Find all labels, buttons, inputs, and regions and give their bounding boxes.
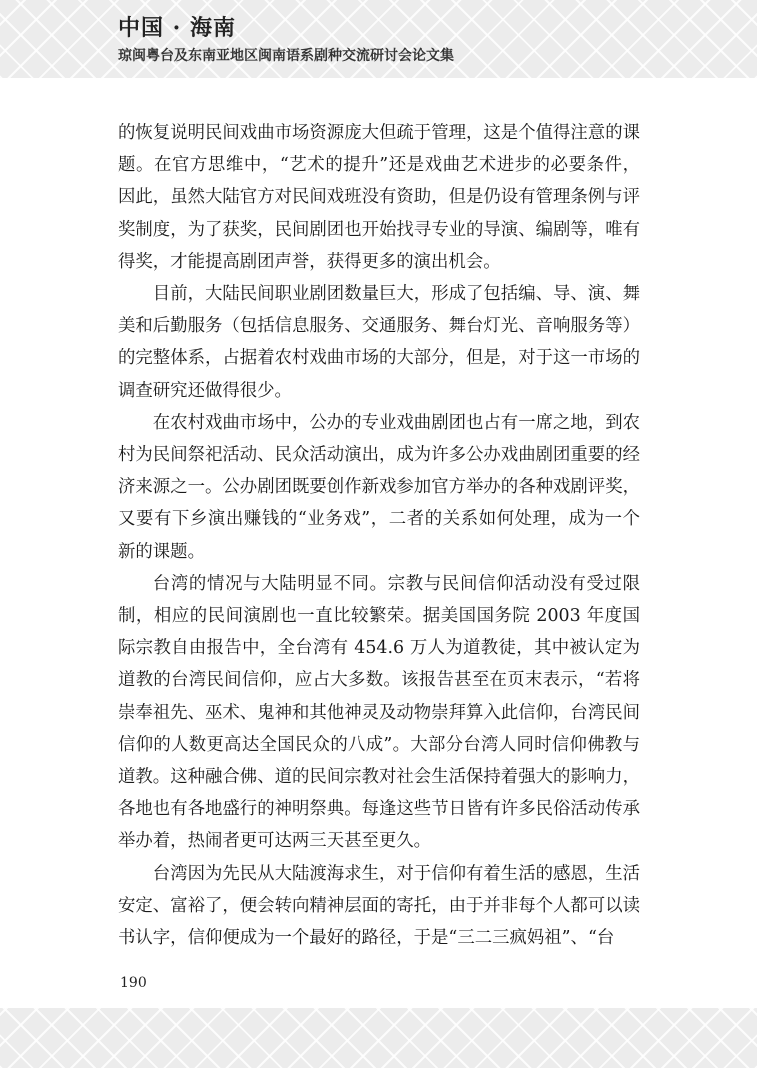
running-header [118, 14, 454, 66]
page-number: 190 [120, 975, 147, 991]
paragraph: 目前，大陆民间职业剧团数量巨大，形成了包括编、导、演、舞美和后勤服务（包括信息服务、交通服务、舞台灯光、音响服务等）的完整体系，占据着农村戏曲市场的大部分，但是，对于这一市场的调查研究还做得很少。 [118, 284, 640, 401]
body-text [118, 117, 640, 954]
paragraph-continuation: 的恢复说明民间戏曲市场资源庞大但疏于管理，这是个值得注意的课题。在官方思维中，“艺术的提升”还是戏曲艺术进步的必要条件，因此，虽然大陆官方对民间戏班没有资助，但是仍设有管理条例与评奖制度，为了获奖，民间剧团也开始找寻专业的导演、编剧等，唯有得奖，才能提高剧团声誉，获得更多的演出机会。 [118, 123, 640, 272]
journal-subtitle: 琼闽粤台及东南亚地区闽南语系剧种交流研讨会论文集 [118, 48, 454, 64]
footer-pattern-band [0, 1008, 757, 1068]
paragraph: 台湾因为先民从大陆渡海求生，对于信仰有着生活的感恩，生活安定、富裕了，便会转向精神层面的寄托，由于并非每个人都可以读书认字，信仰便成为一个最好的路径，于是“三二三疯妈祖”、“台 [118, 863, 640, 949]
paragraph: 台湾的情况与大陆明显不同。宗教与民间信仰活动没有受过限制，相应的民间演剧也一直比较繁荣。据美国国务院 2003 年度国际宗教自由报告中，全台湾有 454.6 万人为道教徒，其中被认定为道教的台湾民间信仰，应占大多数。该报告甚至在页末表示，“若将崇奉祖先、巫术、鬼神和其他神灵及动物崇拜算入此信仰，台湾民间信仰的人数更高达全国民众的八成”。大部分台湾人同时信仰佛教与道教。这种融合佛、道的民间宗教对社会生活保持着强大的影响力，各地也有各地盛行的神明祭典。每逢这些节日皆有许多民俗活动传承举办着，热闹者更可达两三天甚至更久。 [118, 573, 640, 852]
journal-title: 中国 · 海南 [118, 15, 236, 41]
paragraph: 在农村戏曲市场中，公办的专业戏曲剧团也占有一席之地，到农村为民间祭祀活动、民众活动演出，成为许多公办戏曲剧团重要的经济来源之一。公办剧团既要创作新戏参加官方举办的各种戏剧评奖，又要有下乡演出赚钱的“业务戏”，二者的关系如何处理，成为一个新的课题。 [118, 412, 640, 562]
